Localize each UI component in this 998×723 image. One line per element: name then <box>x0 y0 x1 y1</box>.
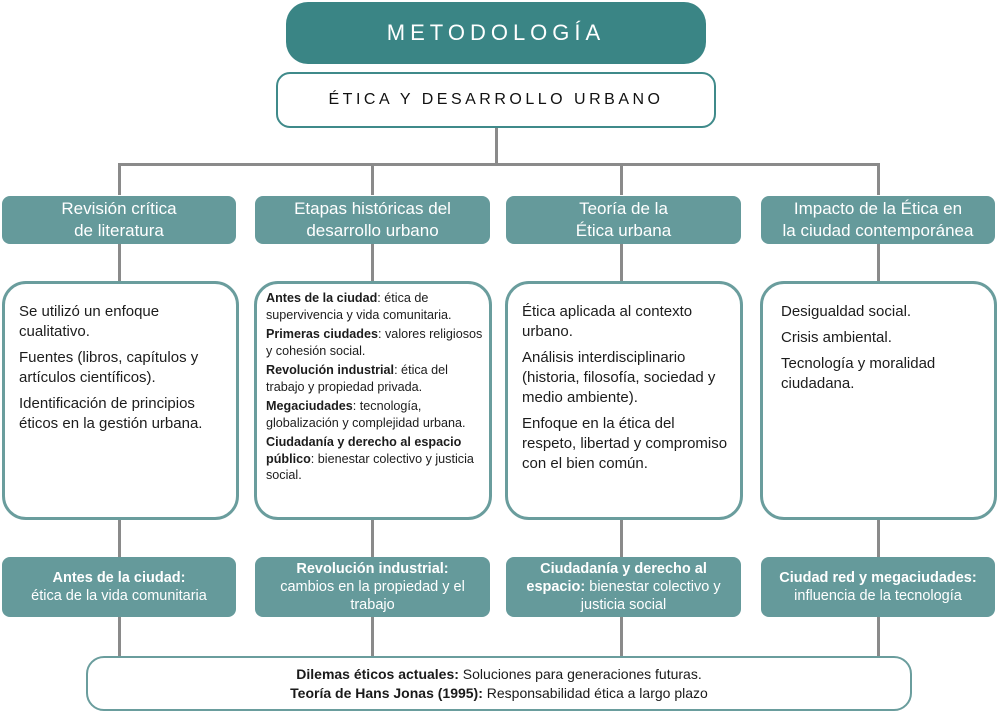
card-item <box>266 434 483 484</box>
footer-bold: Antes de la ciudad: <box>52 570 186 586</box>
connector-col2-bottom <box>371 616 374 658</box>
card-revision <box>2 281 239 520</box>
card-item: Análisis interdisciplinario (historia, filosofía, sociedad y medio ambiente). <box>522 349 716 406</box>
connector-col3-top <box>620 163 623 195</box>
connector-col2-low <box>371 518 374 558</box>
connector-col4-mid <box>877 243 880 283</box>
column-footer-impacto <box>761 557 995 617</box>
item-text: : ética de supervivencia y vida comunitaria. <box>266 291 452 322</box>
title-text: METODOLOGÍA <box>386 20 606 45</box>
header-line: de literatura <box>74 221 164 240</box>
column-header-impacto <box>761 196 995 244</box>
connector-col4-top <box>877 163 880 195</box>
footer-bold: Revolución industrial: <box>296 561 449 577</box>
diagram-subtitle <box>276 72 716 128</box>
connector-col1-top <box>118 163 121 195</box>
column-header-revision <box>2 196 236 244</box>
connector-col1-mid <box>118 243 121 283</box>
card-item: Fuentes (libros, capítulos y artículos científicos). <box>19 349 199 386</box>
header-line: desarrollo urbano <box>306 221 439 240</box>
header-line: Revisión crítica <box>61 199 177 218</box>
column-footer-etapas <box>255 557 490 617</box>
column-footer-teoria <box>506 557 741 617</box>
summary-line-2 <box>290 684 708 703</box>
card-item <box>266 290 483 323</box>
summary-line-1 <box>296 665 701 684</box>
summary-bold: Teoría de Hans Jonas (1995): <box>290 684 483 701</box>
item-bold: Antes de la ciudad <box>266 291 378 305</box>
card-item <box>266 362 483 395</box>
summary-text: Soluciones para generaciones futuras. <box>458 665 702 682</box>
connector-col1-low <box>118 518 121 558</box>
card-item <box>266 326 483 359</box>
header-line: Etapas históricas del <box>294 199 451 218</box>
card-item: Ética aplicada al contexto urbano. <box>522 303 693 340</box>
item-text: : valores religiosos y cohesión social. <box>266 327 483 358</box>
card-item: Tecnología y moralidad ciudadana. <box>781 355 936 392</box>
header-line: la ciudad contemporánea <box>782 221 974 240</box>
connector-col2-mid <box>371 243 374 283</box>
connector-col1-bottom <box>118 616 121 658</box>
footer-text: bienestar colectivo y justicia social <box>580 579 721 613</box>
summary-box <box>86 656 912 711</box>
footer-bold: Ciudad red y megaciudades: <box>779 570 977 586</box>
card-teoria <box>505 281 743 520</box>
connector-col4-bottom <box>877 616 880 658</box>
connector-col3-mid <box>620 243 623 283</box>
item-text: : bienestar colectivo y justicia social. <box>266 451 474 482</box>
header-line: Teoría de la <box>579 199 668 218</box>
card-item: Enfoque en la ética del respeto, libertad y compromiso con el bien común. <box>522 415 728 472</box>
connector-col2-top <box>371 163 374 195</box>
subtitle-text: ÉTICA Y DESARROLLO URBANO <box>328 91 664 108</box>
card-etapas <box>254 281 492 520</box>
summary-text: Responsabilidad ética a largo plazo <box>482 684 708 701</box>
connector-col3-low <box>620 518 623 558</box>
card-item: Se utilizó un enfoque cualitativo. <box>19 303 160 340</box>
connector-top-vertical <box>495 128 498 164</box>
card-item <box>266 398 483 431</box>
footer-bold: Ciudadanía y derecho al espacio: <box>526 561 707 595</box>
card-item: Identificación de principios éticos en la gestión urbana. <box>19 395 203 432</box>
card-impacto <box>760 281 997 520</box>
header-line: Ética urbana <box>575 221 672 240</box>
item-bold: Ciudadanía y derecho al espacio público <box>266 435 462 466</box>
item-bold: Primeras ciudades <box>266 327 379 341</box>
item-text: : tecnología, globalización y complejidad urbana. <box>266 399 466 430</box>
connector-col3-bottom <box>620 616 623 658</box>
header-line: Impacto de la Ética en <box>793 199 963 218</box>
connector-col4-low <box>877 518 880 558</box>
column-footer-revision <box>2 557 236 617</box>
item-bold: Megaciudades <box>266 399 353 413</box>
item-bold: Revolución industrial <box>266 363 395 377</box>
footer-text: cambios en la propiedad y el trabajo <box>280 579 465 613</box>
summary-bold: Dilemas éticos actuales: <box>296 665 459 682</box>
connector-horizontal <box>118 163 880 166</box>
diagram-title <box>286 2 706 64</box>
card-item: Crisis ambiental. <box>781 329 892 346</box>
column-header-teoria <box>506 196 741 244</box>
card-item: Desigualdad social. <box>781 303 912 320</box>
column-header-etapas <box>255 196 490 244</box>
footer-text: influencia de la tecnología <box>794 588 962 604</box>
footer-text: ética de la vida comunitaria <box>31 588 207 604</box>
item-text: : ética del trabajo y propiedad privada. <box>266 363 448 394</box>
